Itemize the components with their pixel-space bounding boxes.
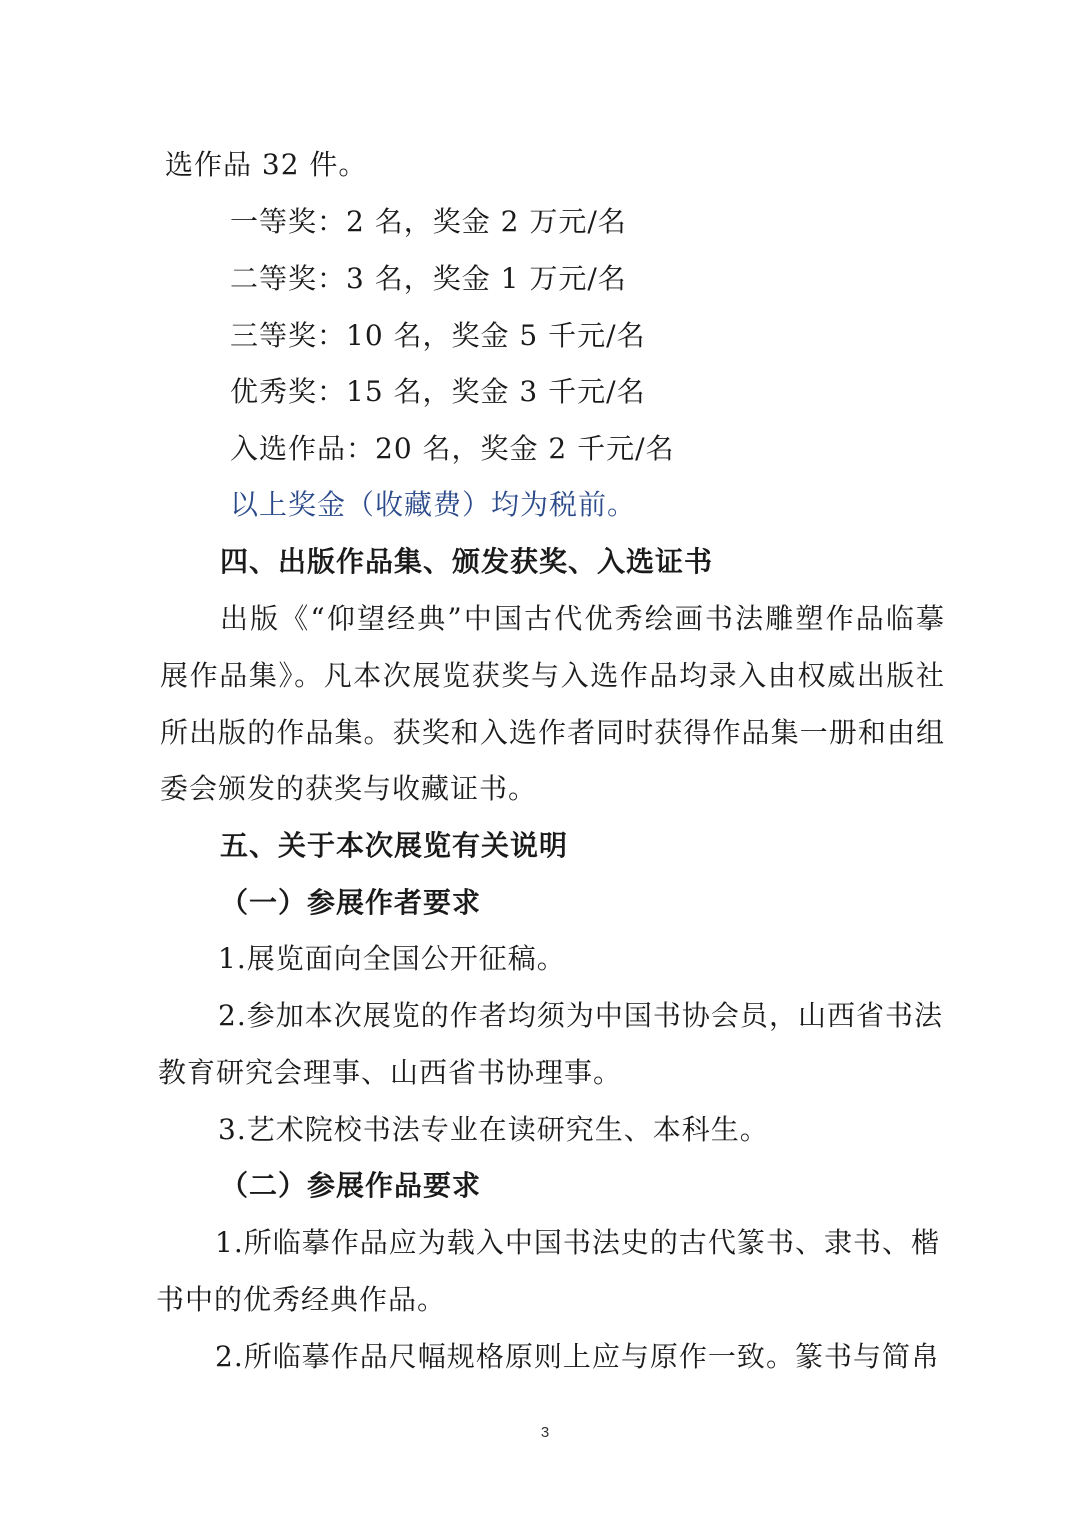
prize-third: 三等奖：10 名，奖金 5 千元/名 [230, 319, 646, 352]
page-number: 3 [540, 1424, 550, 1441]
text-line: 选作品 32 件。 [165, 148, 368, 181]
prize-excellence: 优秀奖：15 名，奖金 3 千元/名 [230, 375, 646, 408]
list-item: 1.所临摹作品应为载入中国书法史的古代篆书、隶书、楷 [215, 1226, 940, 1259]
list-item: 3.艺术院校书法专业在读研究生、本科生。 [218, 1113, 769, 1146]
section-heading-4: 四、出版作品集、颁发获奖、入选证书 [220, 545, 714, 578]
paragraph-line: 出版《“仰望经典”中国古代优秀绘画书法雕塑作品临摹 [220, 602, 945, 635]
paragraph-line: 所出版的作品集。获奖和入选作者同时获得作品集一册和由组 [160, 716, 945, 749]
prize-selected: 入选作品：20 名，奖金 2 千元/名 [230, 432, 675, 465]
tax-note: 以上奖金（收藏费）均为税前。 [230, 488, 637, 521]
subsection-heading-1: （一）参展作者要求 [220, 886, 482, 919]
subsection-heading-2: （二）参展作品要求 [220, 1169, 482, 1202]
list-item: 1.展览面向全国公开征稿。 [218, 942, 566, 975]
list-item: 2.参加本次展览的作者均须为中国书协会员，山西省书法 [218, 999, 943, 1032]
list-item-continuation: 教育研究会理事、山西省书协理事。 [158, 1056, 623, 1089]
paragraph-line: 委会颁发的获奖与收藏证书。 [160, 772, 538, 805]
section-heading-5: 五、关于本次展览有关说明 [220, 829, 569, 862]
paragraph-line: 展作品集》。凡本次展览获奖与入选作品均录入由权威出版社 [160, 659, 945, 692]
prize-second: 二等奖：3 名，奖金 1 万元/名 [230, 262, 627, 295]
prize-first: 一等奖：2 名，奖金 2 万元/名 [230, 205, 627, 238]
list-item: 2.所临摹作品尺幅规格原则上应与原作一致。篆书与简帛 [215, 1340, 940, 1373]
list-item-continuation: 书中的优秀经典作品。 [156, 1283, 447, 1316]
